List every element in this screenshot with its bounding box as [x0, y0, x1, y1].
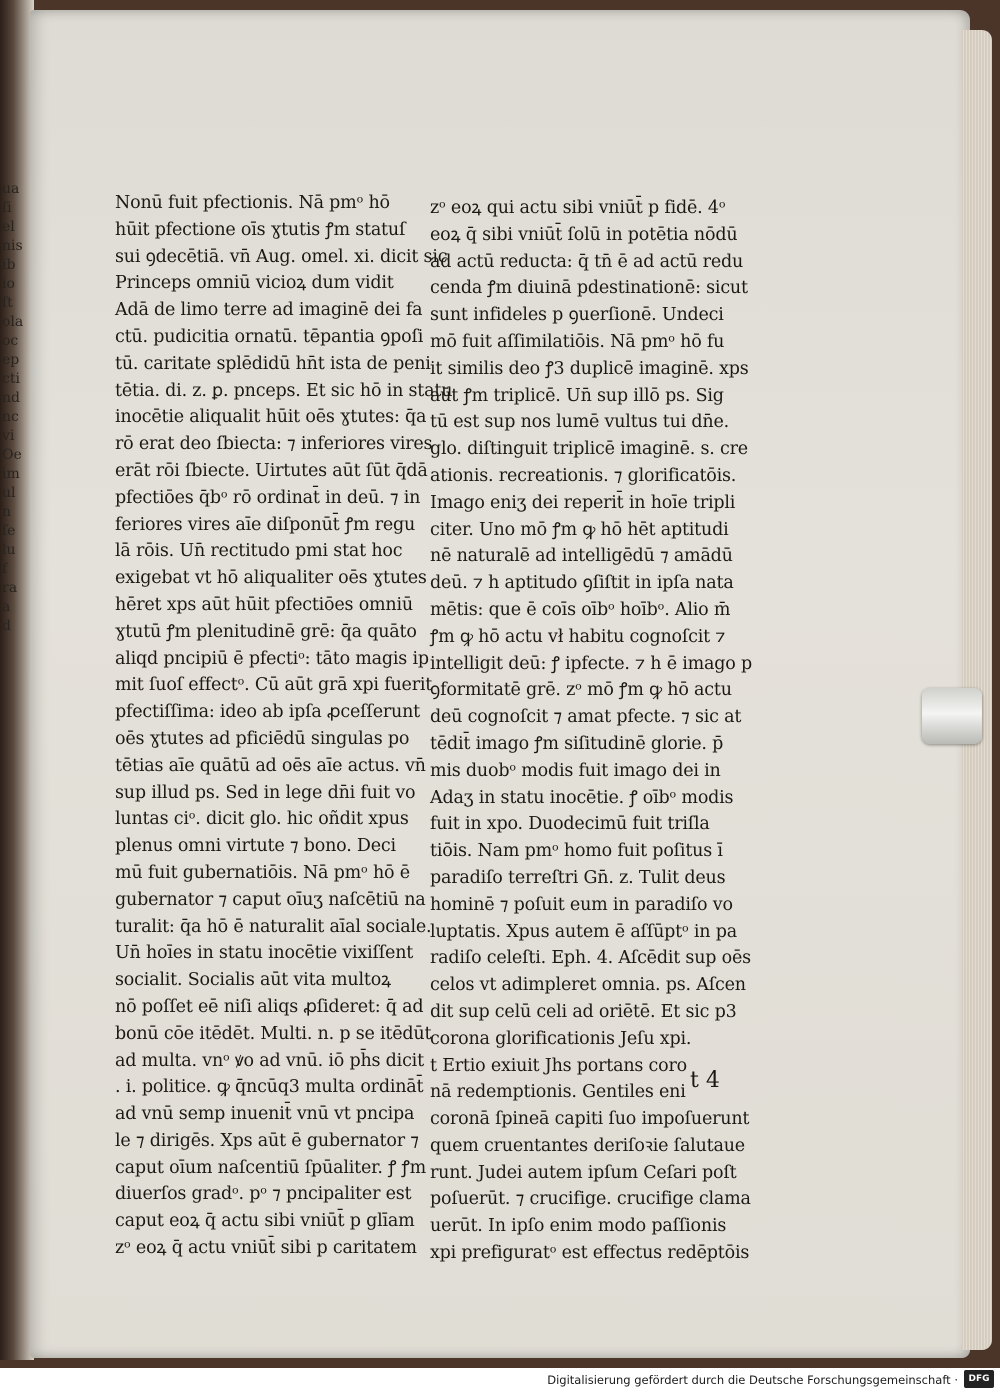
text-line: ꝭm ꝙ hō actu vł habitu cognoſcit ⁊: [430, 626, 726, 647]
left-page-fragment: nc: [2, 409, 19, 425]
text-line: socialit. Socialis aūt vita multoꝝ: [115, 970, 391, 991]
text-line: quem cruentantes deriſoꝛie ſalutaue: [430, 1135, 745, 1156]
text-line: Adaʒ in statu inocētie. ꝭ oībᵒ modis: [430, 787, 734, 808]
text-line: it similis deo ꝭ3 duplicē imaginē. xps: [430, 358, 749, 379]
text-line: sup illud ps. Sed in lege dn̄i fuit vo: [115, 782, 416, 803]
text-column-left: [115, 190, 453, 1262]
left-page-fragment: d: [2, 618, 11, 634]
signature-mark: t 4: [690, 1068, 720, 1093]
left-page-fragment: ſi: [2, 200, 12, 216]
text-line: . i. politice. ꝙ q̄ncūq3 multa ordināt̄: [115, 1077, 424, 1098]
text-line: Un̄ hoīes in statu inocētie vixiſſent: [115, 943, 414, 964]
left-page-text-fragments: [2, 180, 32, 800]
left-page-fragment: f: [2, 561, 8, 577]
text-column-right: [430, 195, 752, 1267]
left-page-fragment: ſe: [2, 523, 16, 539]
text-line: nē naturalē ad intelligēdū ⁊ amādū: [430, 546, 733, 567]
text-line: poſuerūt. ⁊ crucifige. crucifige clama: [430, 1189, 751, 1210]
text-line: intelligit deū: ꝭ ipfecte. ⁊ h ē imago p: [430, 653, 752, 674]
text-line: pfectiſſima: ideo ab ipſa ꝓceſſerunt: [115, 702, 420, 723]
text-line: tētias aīe quātū ad oēs aīe actus. vn̄: [115, 755, 426, 776]
text-line: citer. Uno mō ꝭm ꝙ hō hēt aptitudi: [430, 519, 729, 540]
text-line: hēret xps aūt hūit pfectiōes omniū: [115, 594, 413, 615]
left-page-fragment: cti: [2, 371, 20, 387]
left-page-fragment: vi: [2, 428, 15, 444]
text-line: gubernator ⁊ caput oīuʒ naſcētiū na: [115, 889, 426, 910]
text-line: cenda ꝭm diuinā pdestinationē: sicut: [430, 278, 748, 299]
text-line: xpi prefiguratᵒ est effectus redēptōis: [430, 1243, 750, 1264]
text-line: feriores vires aīe diſponūt̄ ꝭm regu: [115, 514, 416, 535]
text-line: Nonū fuit pfectionis. Nā pmᵒ hō: [115, 193, 390, 213]
left-facing-page-edge: [0, 0, 34, 1360]
left-page-fragment: im: [2, 466, 20, 482]
text-line: deū. ⁊ h aptitudo ꝯſiſtit in ipſa nata: [430, 573, 734, 594]
text-line: ationis. recreationis. ⁊ glorificatōis.: [430, 465, 737, 486]
text-line: tū. caritate splēdidū hn̄t ista de peni: [115, 353, 431, 374]
text-line: deū cognoſcit ⁊ amat pfecte. ⁊ sic at: [430, 707, 742, 728]
text-line: tēdit̄ imago ꝭm siſitudinē glorie. p̄: [430, 733, 724, 754]
text-line: exigebat vt hō aliqualiter oēs ɣtutes: [115, 568, 427, 589]
text-line: uerūt. In ipſo enim modo paſſionis: [430, 1216, 727, 1237]
text-line: ctū. pudicitia ornatū. tēpantia ꝯpoſi: [115, 326, 424, 347]
text-line: plenus omni virtute ⁊ bono. Deci: [115, 836, 396, 857]
left-page-fragment: a: [2, 599, 11, 615]
text-line: hominē ⁊ poſuit eum in paradiſo vo: [430, 894, 733, 915]
left-page-fragment: nd: [2, 390, 20, 406]
text-line: diuerſos gradᵒ. pᵒ ⁊ pncipaliter est: [115, 1184, 412, 1205]
text-line: Adā de limo terre ad imaginē dei fa: [115, 300, 423, 321]
text-line: dit sup celū celi ad oriētē. Et sic p3: [430, 1001, 737, 1022]
text-line: t Ertio exiuit Jhs portans coro: [430, 1055, 688, 1076]
text-line: zᵒ eoꝝ qui actu sibi vniūt̄ p fidē. 4ᵒ: [430, 198, 726, 218]
text-line: le ⁊ dirigēs. Xps aūt ē gubernator ⁊: [115, 1130, 419, 1151]
left-page-fragment: n: [2, 504, 12, 520]
text-line: runt. Judei autem ipſum Ceſari poſt: [430, 1162, 737, 1183]
left-page-fragment: ib: [2, 257, 16, 273]
text-line: oēs ɣtutes ad pficiēdū singulas po: [115, 728, 410, 749]
text-line: zᵒ eoꝝ q̄ actu vniūt̄ sibi p caritatem: [115, 1238, 417, 1259]
left-page-fragment: ul: [2, 485, 16, 501]
left-page-fragment: ep: [2, 352, 20, 368]
text-line: luptatis. Xpus autem ē aſſūptᵒ in pa: [430, 921, 737, 942]
left-page-fragment: ra: [2, 580, 18, 596]
left-page-fragment: el: [2, 219, 15, 235]
text-line: tētia. di. z. ꝑ. pnceps. Et sic hō in statu: [115, 380, 453, 401]
text-line: ad actū reducta: q̄ tn̄ ē ad actū redu: [430, 251, 744, 272]
text-line: eoꝝ q̄ sibi vniūt̄ ſolū in potētia nōdū: [430, 224, 738, 245]
text-line: coronā ſpineā capiti ſuo impoſuerunt: [430, 1109, 750, 1130]
text-line: luntas ciᵒ. dicit glo. hic oñdit xpus: [115, 809, 409, 830]
text-line: glo. diſtinguit triplicē imaginē. s. cre: [430, 439, 748, 460]
text-line: bonū cōe itēdēt. Multi. n. p se itēdūt: [115, 1023, 432, 1044]
text-line: tū est sup nos lumē vultus tui dn̄e.: [430, 412, 730, 433]
text-line: Imago eniʒ dei reperit̄ in hoīe tripli: [430, 492, 736, 513]
text-line: mō fuit aſſimilatiōis. Nā pmᵒ hō fu: [430, 331, 725, 352]
text-line: Princeps omniū vicioꝝ dum vidit: [115, 273, 394, 294]
text-line: ꝯformitatē grē. zᵒ mō ꝭm ꝙ hō actu: [430, 680, 732, 701]
left-page-fragment: ſt: [2, 295, 13, 311]
text-line: sui ꝯdecētiā. vn̄ Aug. omel. xi. dicit sic: [115, 246, 448, 267]
text-line: caput oīum naſcentiū ſpūaliter. ꝭ ꝭm: [115, 1157, 427, 1178]
text-line: pfectiōes q̄bᵒ rō ordinat̄ in deū. ⁊ in: [115, 487, 421, 508]
text-line: paradiſo terreſtri Gn̄. z. Tulit deus: [430, 867, 726, 888]
text-line: fuit in xpo. Duodecimū fuit triſla: [430, 814, 710, 835]
text-line: corona glorificationis Jeſu xpi.: [430, 1028, 692, 1049]
text-line: ad vnū semp inuenit̄ vnū vt pncipa: [115, 1104, 415, 1125]
funding-credit: Digitalisierung gefördert durch die Deutsche Forschungsgemeinschaft ·: [547, 1373, 958, 1387]
text-line: mētis: que ē coīs oībᵒ hoībᵒ. Alio m̄: [430, 599, 731, 620]
text-line: hūit pfectione oīs ɣtutis ꝭm statuſ: [115, 219, 406, 240]
left-page-fragment: nis: [2, 238, 23, 254]
text-line: sunt infideles p ꝯuerſionē. Undeci: [430, 305, 724, 326]
text-line: lā rōis. Un̄ rectitudo pmi stat hoc: [115, 541, 403, 562]
text-line: radiſo celeſti. Eph. 4. Aſcēdit sup oēs: [430, 948, 751, 969]
text-line: inocētie aliqualit hūit oēs ɣtutes: q̄a: [115, 407, 427, 428]
text-line: nā redemptionis. Gentiles eni: [430, 1082, 686, 1103]
text-line: celos vt adimpleret omnia. ps. Aſcen: [430, 975, 746, 996]
text-line: tiōis. Nam pmᵒ homo fuit poſitus ī: [430, 841, 723, 862]
left-page-fragment: lu: [2, 542, 16, 558]
dfg-logo: DFG: [964, 1370, 994, 1388]
text-line: nō poſſet eē niſi aliqs ꝓſideret: q̄ ad: [115, 996, 424, 1017]
left-page-fragment: Oe: [2, 447, 22, 463]
text-line: turalit: q̄a hō ē naturalit aīal sociale.: [115, 916, 432, 937]
text-line: aliqd pncipiū ē pfectiᵒ: tāto magis ip: [115, 648, 429, 669]
text-line: mis duobᵒ modis fuit imago dei in: [430, 760, 721, 781]
text-line: caput eoꝝ q̄ actu sibi vniūt̄ p glīam: [115, 1211, 415, 1232]
text-line: erāt rōi ſbiecte. Uirtutes aūt ſūt q̄dā: [115, 460, 428, 481]
text-line: mit ſuoſ effectᵒ. Cū aūt grā xpi fuerit: [115, 675, 433, 696]
text-line: mū fuit gubernatiōis. Nā pmᵒ hō ē: [115, 862, 410, 883]
text-line: rō erat deo ſbiecta: ⁊ inferiores vires: [115, 434, 433, 455]
left-page-fragment: oc: [2, 333, 19, 349]
text-line: ɣtutū ꝭm plenitudinē grē: q̄a quāto: [115, 621, 417, 642]
page-clip: [922, 688, 982, 744]
left-page-fragment: io: [2, 276, 15, 292]
text-line: ad multa. vnᵒ ꝟo ad vnū. iō ph̄s dicit: [115, 1050, 424, 1071]
left-page-fragment: ua: [2, 181, 20, 197]
text-line: aūt ꝭm triplicē. Un̄ sup illō ps. Sig: [430, 385, 724, 406]
left-page-fragment: ola: [2, 314, 24, 330]
